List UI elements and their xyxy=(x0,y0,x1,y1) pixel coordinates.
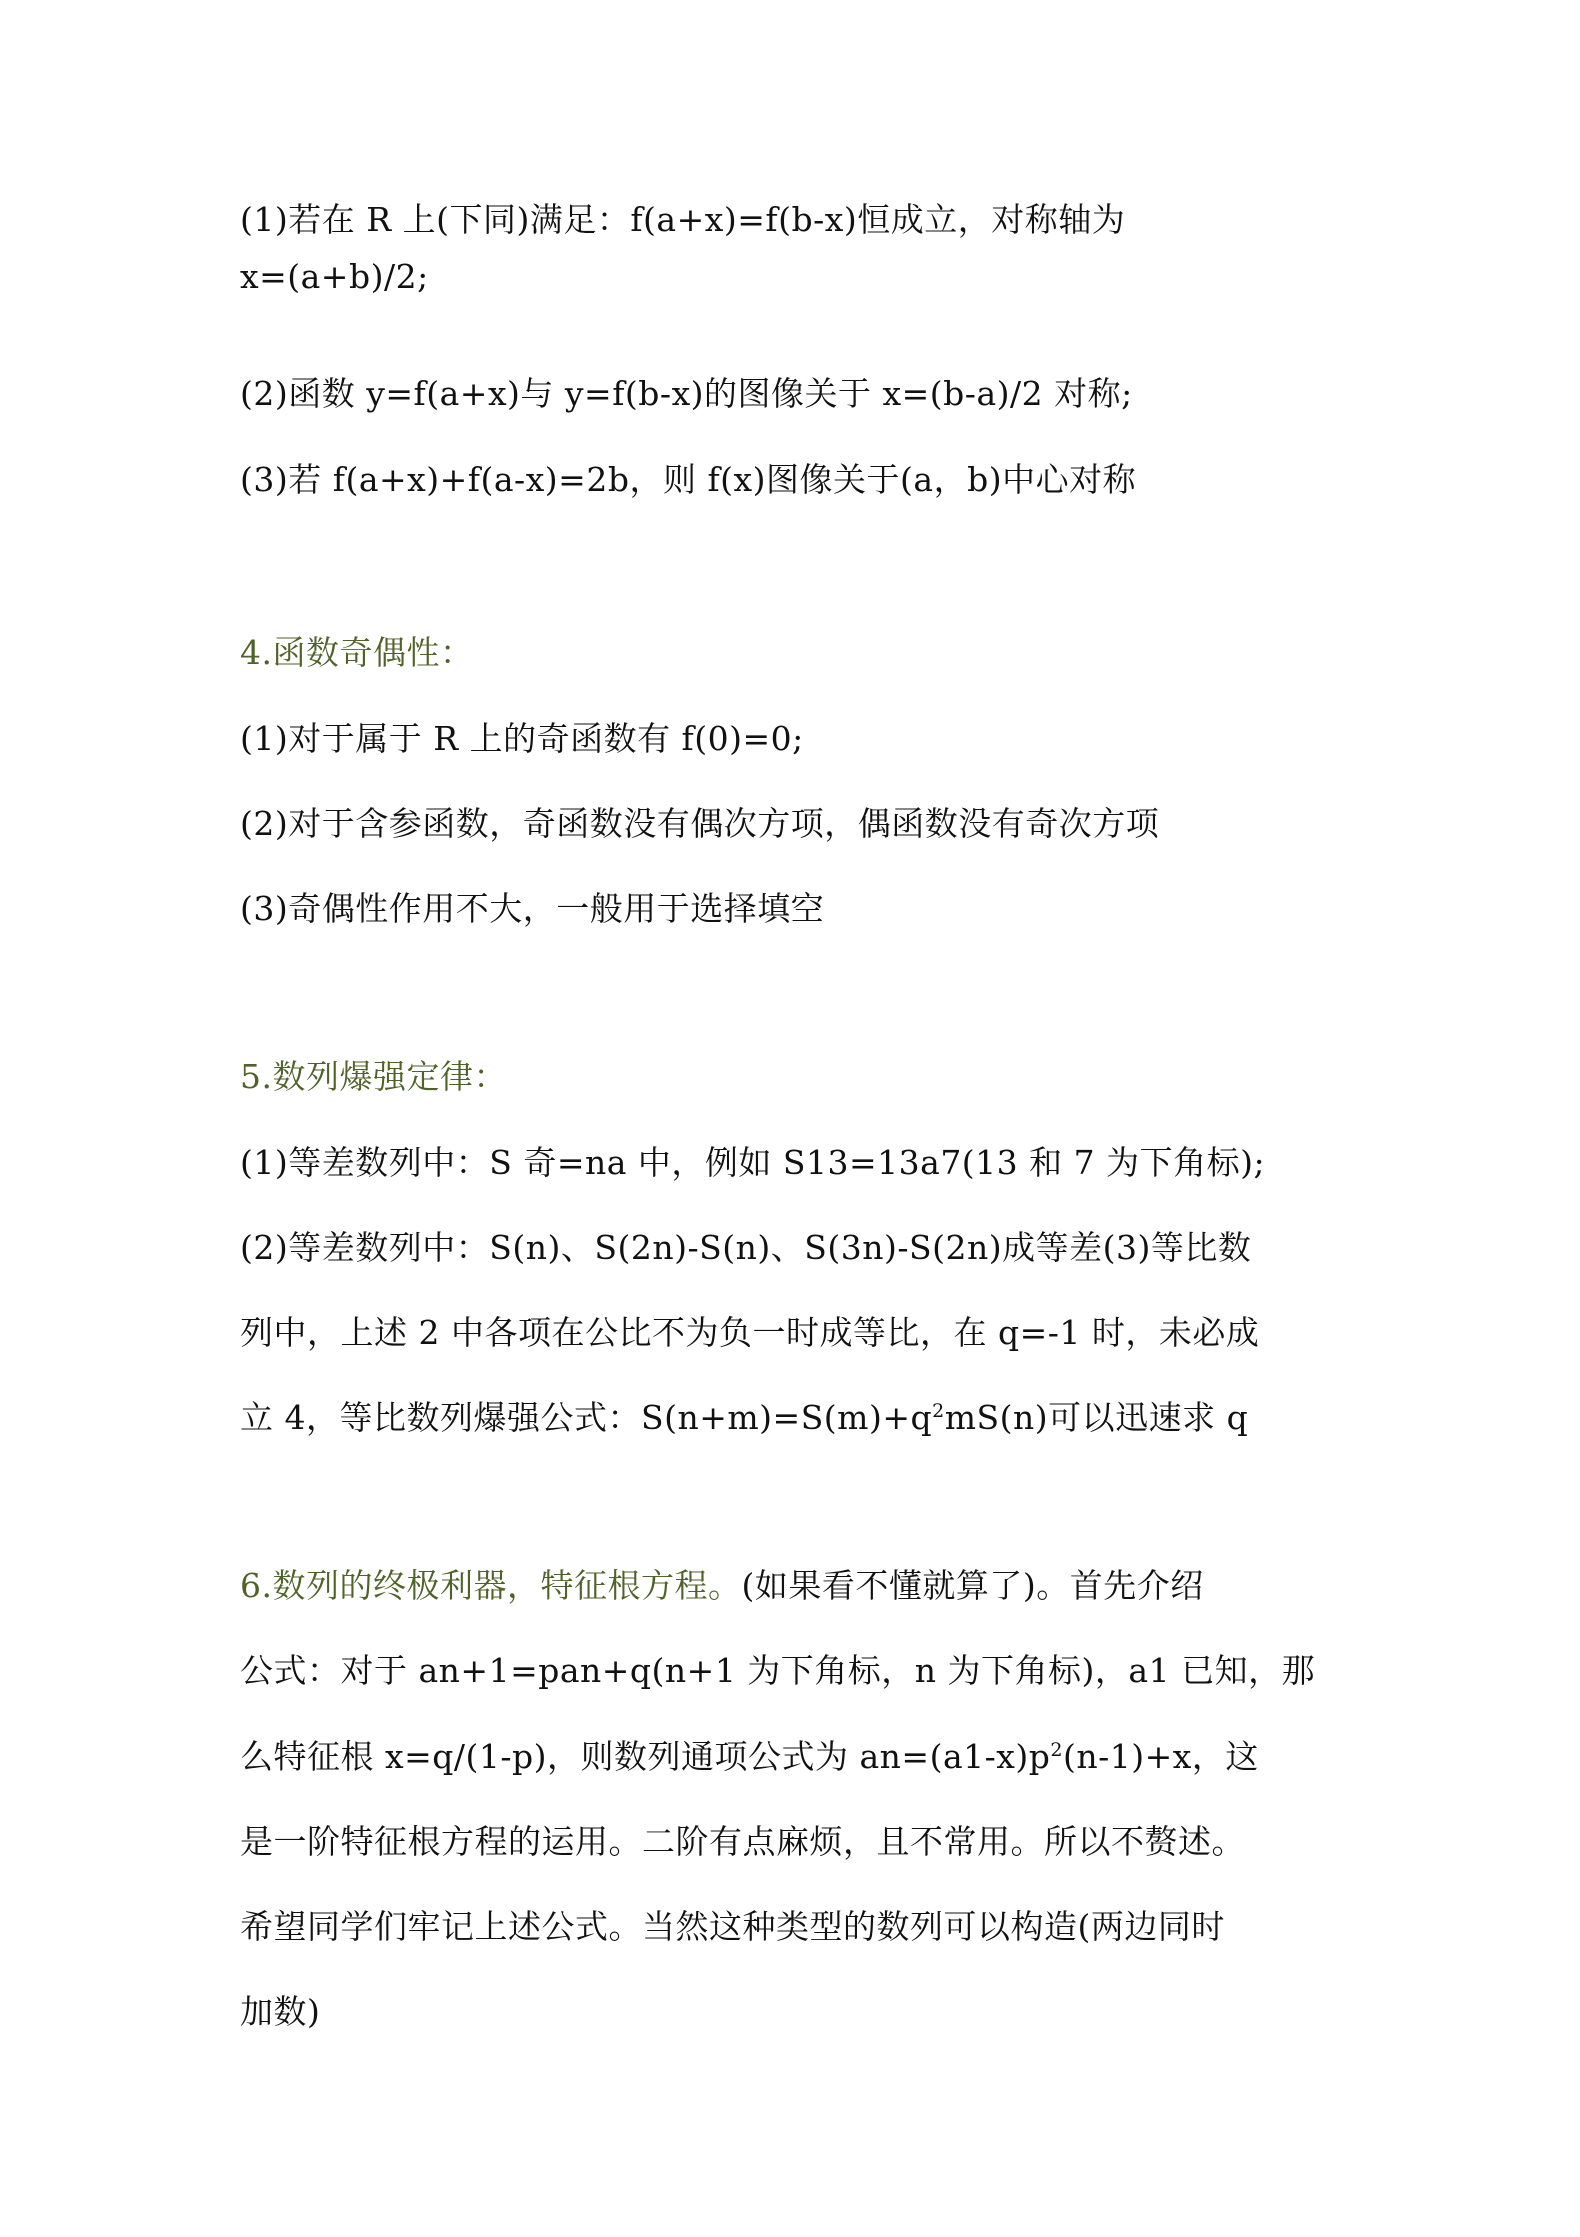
formula-text: 么特征根 x=q/(1-p)，则数列通项公式为 an=(a1-x)p xyxy=(240,1737,1051,1776)
symmetry-rule-1-cont: x=(a+b)/2; xyxy=(240,257,429,296)
sequence-rule-2-cont: 列中，上述 2 中各项在公比不为负一时成等比，在 q=-1 时，未必成 xyxy=(240,1313,1260,1352)
parity-rule-3: (3)奇偶性作用不大，一般用于选择填空 xyxy=(240,889,825,928)
parity-rule-2: (2)对于含参函数，奇函数没有偶次方项，偶函数没有奇次方项 xyxy=(240,804,1160,843)
section-heading-sequence-laws: 5.数列爆强定律： xyxy=(240,1057,507,1096)
superscript: 2 xyxy=(1050,1739,1063,1761)
formula-text: 立 4，等比数列爆强公式：S(n+m)=S(m)+q xyxy=(240,1398,933,1437)
symmetry-rule-3: (3)若 f(a+x)+f(a-x)=2b，则 f(x)图像关于(a，b)中心对称 xyxy=(240,460,1137,499)
section6-line-2: 公式：对于 an+1=pan+q(n+1 为下角标，n 为下角标)，a1 已知，那 xyxy=(240,1651,1316,1690)
symmetry-rule-2: (2)函数 y=f(a+x)与 y=f(b-x)的图像关于 x=(b-a)/2 对称; xyxy=(240,374,1133,413)
section6-line-1 xyxy=(240,1566,1204,1606)
section6-line-6: 加数) xyxy=(240,1992,321,2031)
superscript: 2 xyxy=(932,1400,945,1422)
formula-text-tail: mS(n)可以迅速求 q xyxy=(944,1398,1249,1437)
sequence-rule-2: (2)等差数列中：S(n)、S(2n)-S(n)、S(3n)-S(2n)成等差(3)等比数 xyxy=(240,1228,1252,1267)
section6-line-3 xyxy=(240,1737,1259,1777)
sequence-formula-line xyxy=(240,1398,1248,1438)
symmetry-rule-1: (1)若在 R 上(下同)满足：f(a+x)=f(b-x)恒成立，对称轴为 xyxy=(240,200,1126,239)
sequence-rule-1: (1)等差数列中：S 奇=na 中，例如 S13=13a7(13 和 7 为下角标); xyxy=(240,1143,1266,1182)
section-heading-characteristic-root: 6.数列的终极利器，特征根方程。 xyxy=(240,1566,742,1605)
section-heading-parity: 4.函数奇偶性： xyxy=(240,633,474,672)
section6-line-5: 希望同学们牢记上述公式。当然这种类型的数列可以构造(两边同时 xyxy=(240,1907,1225,1946)
parity-rule-1: (1)对于属于 R 上的奇函数有 f(0)=0; xyxy=(240,719,804,758)
formula-text-tail: (n-1)+x，这 xyxy=(1062,1737,1259,1776)
section6-heading-tail: (如果看不懂就算了)。首先介绍 xyxy=(741,1566,1204,1605)
section6-line-4: 是一阶特征根方程的运用。二阶有点麻烦，且不常用。所以不赘述。 xyxy=(240,1822,1245,1861)
